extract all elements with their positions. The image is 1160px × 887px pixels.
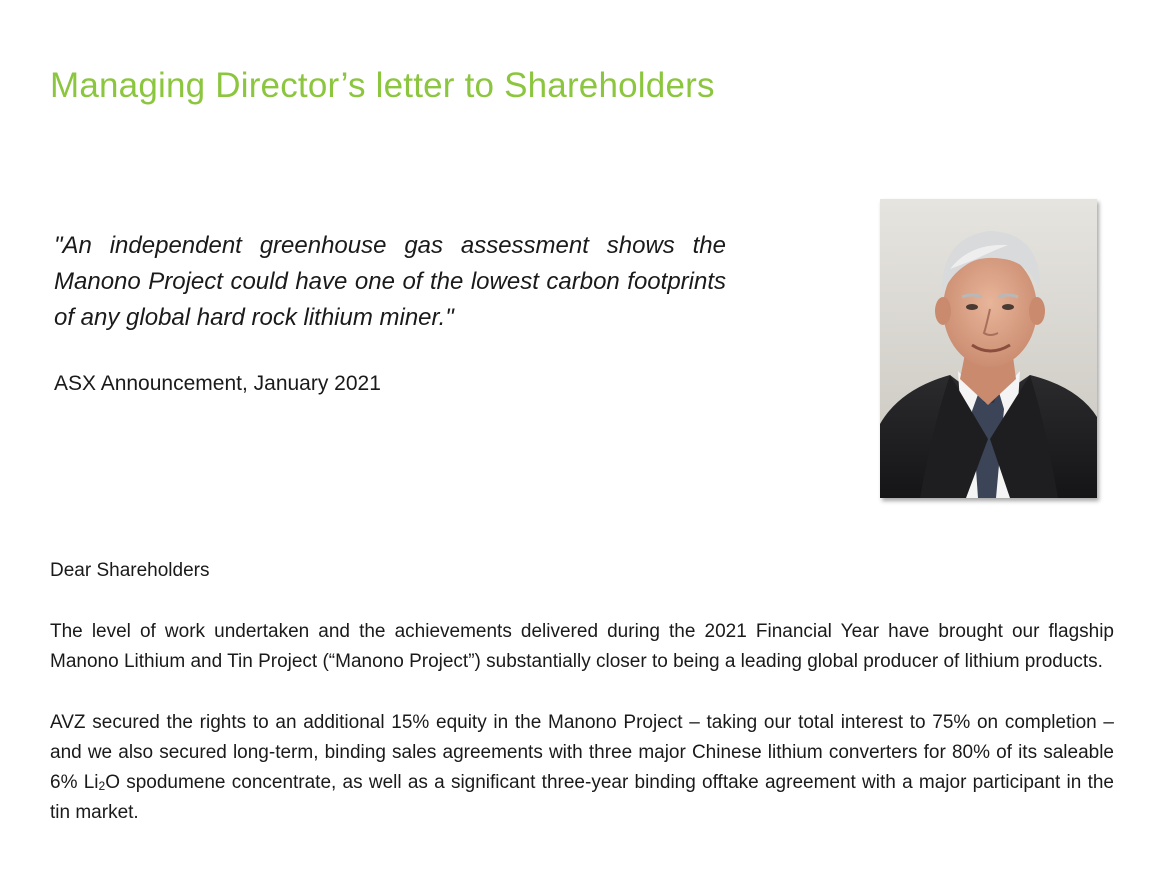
pull-quote <box>54 228 726 398</box>
quote-source: ASX Announcement, January 2021 <box>54 372 381 395</box>
letter-greeting: Dear Shareholders <box>50 560 210 581</box>
quote-text: "An independent greenhouse gas assessment shows the Manono Project could have one of the lowest carbon footprints of any global hard rock lithium miner." <box>54 232 726 331</box>
portrait-photo <box>880 199 1097 498</box>
letter-paragraph-1: The level of work undertaken and the achievements delivered during the 2021 Financial Year have brought our flagship Manono Lithium and Tin Project (“Manono Project”) substantially closer to being a leading global producer of lithium products. <box>50 621 1114 672</box>
letter-paragraph-2 <box>50 708 1114 828</box>
page-title: Managing Director’s letter to Shareholders <box>50 66 715 106</box>
letter-body <box>50 556 1114 859</box>
paragraph-2-text-end: O spodumene concentrate, as well as a significant three-year binding offtake agreement with a major participant in the tin market. <box>50 772 1114 823</box>
paragraph-2-text-start: AVZ secured the rights to an additional 15% equity in the Manono Project – taking our total interest to 75% on completion – and we also secured long-term, binding sales agreements with three major Chinese lithium converters for 80% of its saleable 6% Li <box>50 712 1114 793</box>
formula-subscript: 2 <box>98 779 106 793</box>
